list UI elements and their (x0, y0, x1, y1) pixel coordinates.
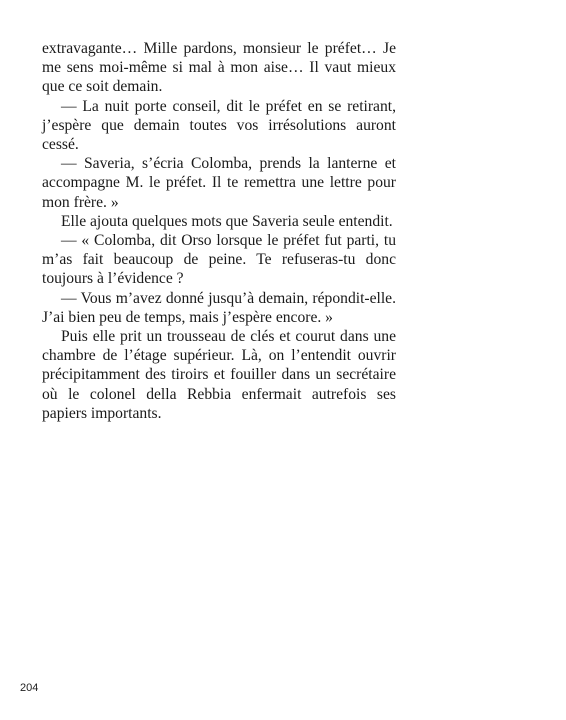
paragraph: extravagante… Mille pardons, monsieur le préfet… Je me sens moi-même si mal à mon aise… Il vaut mieux que ce soit demain. (42, 40, 396, 96)
page-number: 204 (20, 682, 39, 694)
paragraph: — Saveria, s’écria Colomba, prends la lanterne et accompagne M. le préfet. Il te remettra une lettre pour mon frère. » (42, 155, 396, 211)
body-text (42, 39, 396, 423)
paragraph: Puis elle prit un trousseau de clés et courut dans une chambre de l’étage supérieur. Là, on l’entendit ouvrir précipitamment des tiroirs et fouiller dans un secrétaire où le colonel della Rebbia enfermait autrefois ses papiers importants. (42, 328, 396, 422)
paragraph: — La nuit porte conseil, dit le préfet en se retirant, j’espère que demain toutes vos irrésolutions auront cessé. (42, 97, 396, 154)
paragraph: — « Colomba, dit Orso lorsque le préfet fut parti, tu m’as fait beaucoup de peine. Te refuseras-tu donc toujours à l’évidence ? (42, 232, 396, 288)
paragraph: — Vous m’avez donné jusqu’à demain, répondit-elle. J’ai bien peu de temps, mais j’espère encore. » (42, 289, 396, 326)
paragraph: Elle ajouta quelques mots que Saveria seule entendit. (61, 212, 393, 230)
